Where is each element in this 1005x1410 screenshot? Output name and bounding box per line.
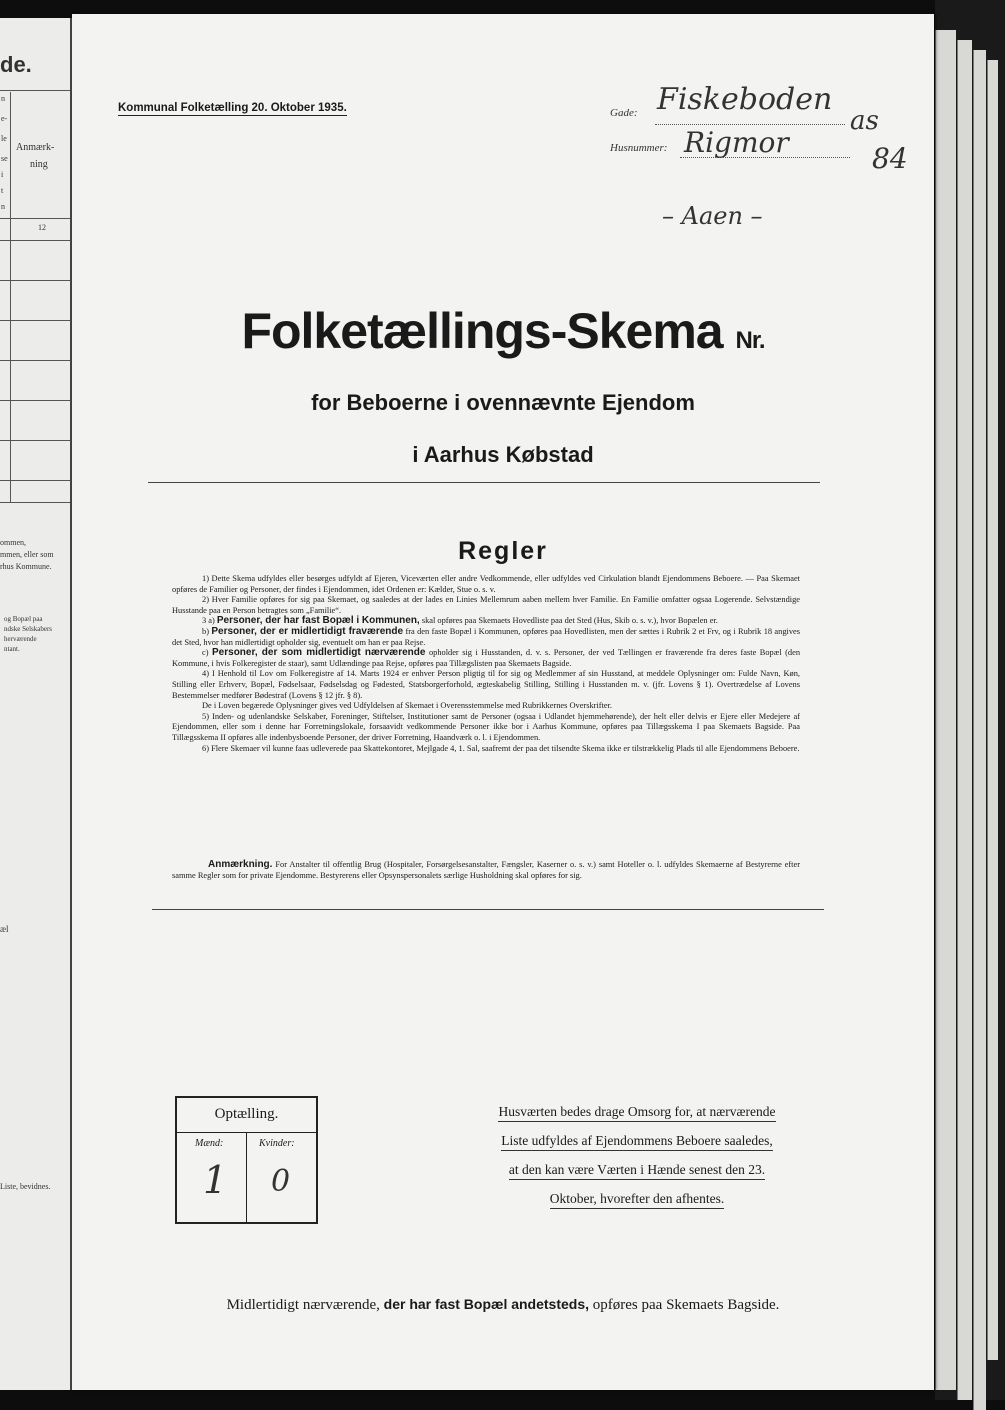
rule-3a-text: skal opføres paa Skemaets Hovedliste paa det Sted (Hus, Skib o. s. v.), hvor Bopælen er.	[421, 616, 718, 626]
page-edge	[957, 40, 972, 1400]
men-count: 1	[203, 1158, 228, 1202]
form-subtitle: for Beboerne i ovennævnte Ejendom	[311, 390, 695, 415]
form-subtitle-city: i Aarhus Købstad	[412, 442, 594, 467]
rule-3b-text: fra den faste Bopæl i Kommunen, opføres paa Hovedlisten, men der sættes i Rubrik 2 et Frv, og i Rubrik 18 angives det Sted, hvor han midlertidigt opholder sig, eventuelt om han er paa Rejse.	[172, 626, 801, 647]
landlord-instructions	[472, 1097, 802, 1213]
street-handwritten: Fiskeboden	[657, 82, 833, 117]
rule-3b-marker: b)	[202, 626, 209, 636]
women-count: 0	[271, 1164, 291, 1199]
left-note-line: og Bopæl paa	[4, 615, 43, 623]
remark-label: Anmærkning.	[208, 859, 273, 870]
landlord-line: at den kan være Værten i Hænde senest den 23.	[509, 1161, 765, 1180]
left-page-rule	[0, 502, 70, 503]
remark-paragraph	[172, 860, 800, 881]
rule-2: 2) Hver Familie opføres for sig paa Skemaet, og saaledes at der lades en Linies Mellemrum aaben mellem hver Familie. En Familie omfatter ogsaa Logerende. Selvstændige Husstande paa en Person betragtes som „Familie“.	[172, 595, 800, 615]
remark-section	[172, 860, 800, 881]
rules-heading: Regler	[458, 537, 548, 565]
house-number-handwritten-suffix: 84	[872, 142, 908, 175]
street-line	[655, 124, 845, 125]
rule-5: 5) Inden- og udenlandske Selskaber, Foreninger, Stiftelser, Institutioner samt de Personer (ogsaa i Udlandet hjemmehørende), der helt eller delvis er Ejere eller Medejere af Ejendommen, eller som i denne har Forretningslokale, forsaavidt vedkommende Personer ikke bor i Aarhus Kommune, opføres paa Tillægsskema I paa Skemaets Bagside. Paa Tillægsskema II opføres alle indenbysboende Personer, der driver Forretning, Haandværk o. l. i Ejendommen.	[172, 711, 800, 742]
house-number-handwritten: Rigmor	[684, 126, 789, 159]
rule-3b-heading: Personer, der er midlertidigt fraværende	[211, 625, 404, 637]
left-note-line: rhus Kommune.	[0, 562, 52, 571]
rule-4: 4) I Henhold til Lov om Folkeregistre af 14. Marts 1924 er enhver Person pligtig til for sig og Medlemmer af sin Husstand, at meddele Oplysninger om: Fulde Navn, Køn, Stilling eller Erhverv, Bopæl, Fødselsaar, Fødselsdag og Fødested, Statsborgerforhold, ægteskabelig Stilling, Stilling i Husstanden m. v. (jfr. Lovens § 1). Overtrædelse af Lovens Bestemmelser medfører Bødestraf (Lovens § 12 jfr. § 8).	[172, 669, 800, 700]
footer-bold: der har fast Bopæl andetsteds,	[383, 1296, 590, 1312]
remark-divider	[152, 909, 824, 910]
left-page-fragment	[0, 18, 72, 1390]
left-col-fragment: n	[1, 202, 5, 211]
street-handwritten-suffix: as	[850, 106, 879, 136]
rule-3b	[172, 627, 800, 648]
rule-4b: De i Loven begærede Oplysninger gives ved Udfyldelsen af Skemaet i Overensstemmelse med Rubrikkernes Overskrifter.	[202, 701, 613, 711]
form-title-text: Folketællings-Skema	[241, 303, 723, 359]
count-box-column-divider	[246, 1132, 247, 1222]
landlord-line: Oktober, hvorefter den afhentes.	[550, 1190, 725, 1209]
men-label: Mænd:	[195, 1138, 224, 1149]
left-note-line: herværende	[4, 635, 37, 643]
left-page-title: de.	[0, 52, 32, 77]
left-col-fragment: e-	[1, 114, 8, 123]
left-page-column-line	[10, 92, 11, 502]
rule-3a-marker: 3 a)	[202, 616, 215, 626]
rule-3c-heading: Personer, der som midlertidigt nærværende	[212, 647, 426, 659]
rule-6: 6) Flere Skemaer vil kunne faas udleverede paa Skattekontoret, Mejlgade 4, 1. Sal, saafremt der paa det tilsendte Skema ikke er tilstrækkelig Plads til alle Ejendommens Beboere.	[202, 743, 800, 753]
left-note-line: mmen, eller som	[0, 550, 54, 559]
footer-post: opføres paa Skemaets Bagside.	[592, 1297, 780, 1313]
left-label: æl	[0, 924, 9, 934]
page-edge	[973, 50, 986, 1410]
remark-text: For Anstalter til offentlig Brug (Hospitaler, Forsørgelsesanstalter, Fængsler, Kaserner o. s. v.) samt Hoteller o. l. udfyldes Skemaerne af Bestyrerne efter samme Regler som for private Ejendomme. Bestyrerens eller Opsynspersonalets særlige Husholdning skal opføres for sig.	[172, 860, 801, 880]
footer-pre: Midlertidigt nærværende,	[226, 1297, 380, 1313]
left-page-rule	[0, 90, 70, 91]
house-number-line	[680, 157, 850, 158]
left-note-line: ommen,	[0, 538, 26, 547]
count-box-title: Optælling.	[214, 1106, 279, 1122]
rule-3c-text: opholder sig i Husstanden, d. v. s. Personer, der ved Tællingen er fraværende fra deres faste Bopæl (den Kommune, i hvis Folkeregister de staar), samt Udlændinge paa Rejse, opføres paa Tillægslisten paa Skemaets Bagside.	[172, 648, 801, 668]
rule-1: 1) Dette Skema udfyldes eller besørges udfyldt af Ejeren, Viceværten eller andre Vedkommende, eller udfyldes ved Cirkulation blandt Ejendommens Beboere. — Paa Skemaet opføres de Familier og Personer, der findes i Ejendommen, idet Ordenen er: Kælder, Stue o. s. v.	[172, 574, 800, 594]
rules-text	[172, 574, 800, 754]
page-edge	[935, 30, 956, 1390]
left-col-fragment: t	[1, 186, 4, 195]
left-col-fragment: le	[1, 134, 7, 143]
census-title: Kommunal Folketælling 20. Oktober 1935.	[118, 102, 347, 114]
rule-3c	[172, 648, 800, 669]
handwritten-note: – Aaen –	[662, 202, 763, 230]
title-divider	[148, 482, 820, 483]
left-col-header: Anmærk-	[16, 142, 55, 153]
landlord-line: Husværten bedes drage Omsorg for, at nærværende	[498, 1103, 775, 1122]
street-label: Gade:	[610, 107, 638, 119]
rule-3a-heading: Personer, der har fast Bopæl i Kommunen,	[216, 615, 420, 627]
form-title	[72, 302, 934, 360]
right-page-stack	[935, 0, 1005, 1400]
left-col-fragment: i	[1, 170, 4, 179]
page-edge	[987, 60, 998, 1360]
left-col-fragment: n	[1, 94, 5, 103]
census-form-page	[72, 14, 934, 1390]
left-note-line: ntant.	[4, 645, 20, 653]
left-col-number: 12	[38, 223, 46, 232]
landlord-line: Liste udfyldes af Ejendommens Beboere saaledes,	[501, 1132, 772, 1151]
left-label: Liste, bevidnes.	[0, 1182, 51, 1191]
left-col-fragment: se	[1, 154, 8, 163]
rule-3c-marker: c)	[202, 648, 209, 658]
women-label: Kvinder:	[259, 1138, 295, 1149]
form-number-label: Nr.	[735, 327, 765, 354]
count-box	[175, 1096, 318, 1224]
footer-note	[72, 1296, 934, 1314]
left-col-header: ning	[30, 159, 48, 170]
house-number-label: Husnummer:	[610, 142, 668, 154]
left-note-line: ndske Selskabers	[4, 625, 53, 633]
